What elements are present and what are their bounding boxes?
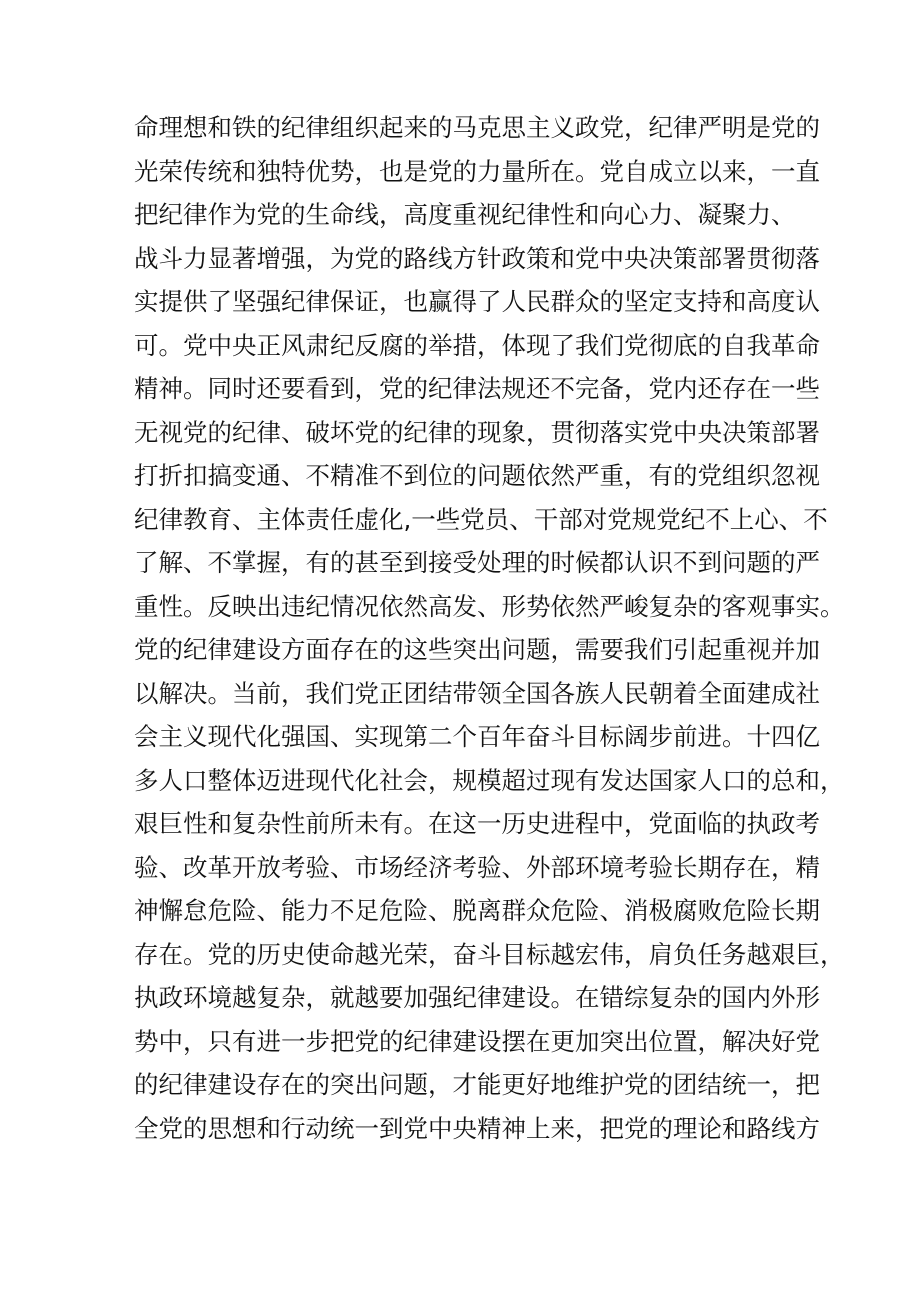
text-line: 党的纪律建设方面存在的这些突出问题，需要我们引起重视并加: [134, 635, 820, 664]
text-line: 神懈怠危险、能力不足危险、脱离群众危险、消极腐败危险长期: [134, 896, 820, 925]
text-line: 实提供了坚强纪律保证，也赢得了人民群众的坚定支持和高度认: [134, 287, 820, 316]
text-line: 的纪律建设存在的突出问题，才能更好地维护党的团结统一，把: [134, 1070, 820, 1099]
text-line: 验、改革开放考验、市场经济考验、外部环境考验长期存在，精: [134, 852, 820, 882]
text-line: 艰巨性和复杂性前所未有。在这一历史进程中，党面临的执政考: [134, 809, 820, 838]
text-line: 执政环境越复杂，就越要加强纪律建设。在错综复杂的国内外形: [134, 983, 820, 1012]
text-line: 了解、不掌握，有的甚至到接受处理的时候都认识不到问题的严: [134, 548, 820, 577]
text-line: 把纪律作为党的生命线，高度重视纪律性和向心力、凝聚力、: [134, 200, 796, 229]
text-line: 会主义现代化强国、实现第二个百年奋斗目标阔步前进。十四亿: [134, 722, 820, 751]
text-line: 以解决。当前，我们党正团结带领全国各族人民朝着全面建成社: [134, 678, 820, 708]
text-line: 存在。党的历史使命越光荣，奋斗目标越宏伟，肩负任务越艰巨，: [134, 939, 845, 969]
text-line: 战斗力显著增强，为党的路线方针政策和党中央决策部署贯彻落: [134, 243, 820, 273]
text-line: 多人口整体迈进现代化社会，规模超过现有发达国家人口的总和，: [134, 765, 845, 795]
text-line: 打折扣搞变通、不精准不到位的问题依然严重，有的党组织忽视: [134, 461, 820, 490]
text-line: 势中，只有进一步把党的纪律建设摆在更加突出位置，解决好党: [134, 1026, 820, 1056]
text-line: 命理想和铁的纪律组织起来的马克思主义政党，纪律严明是党的: [134, 113, 820, 142]
text-line: 全党的思想和行动统一到党中央精神上来，把党的理论和路线方: [134, 1113, 820, 1143]
text-line: 精神。同时还要看到，党的纪律法规还不完备，党内还存在一些: [134, 374, 820, 403]
text-line: 重性。反映出违纪情况依然高发、形势依然严峻复杂的客观事实。: [134, 591, 845, 621]
body-text: [134, 106, 845, 1150]
text-line: 纪律教育、主体责任虚化,一些党员、干部对党规党纪不上心、不: [134, 504, 828, 534]
text-line: 可。党中央正风肃纪反腐的举措，体现了我们党彻底的自我革命: [134, 330, 820, 360]
text-line: 无视党的纪律、破坏党的纪律的现象，贯彻落实党中央决策部署: [134, 417, 820, 447]
text-line: 光荣传统和独特优势，也是党的力量所在。党自成立以来，一直: [134, 156, 820, 186]
